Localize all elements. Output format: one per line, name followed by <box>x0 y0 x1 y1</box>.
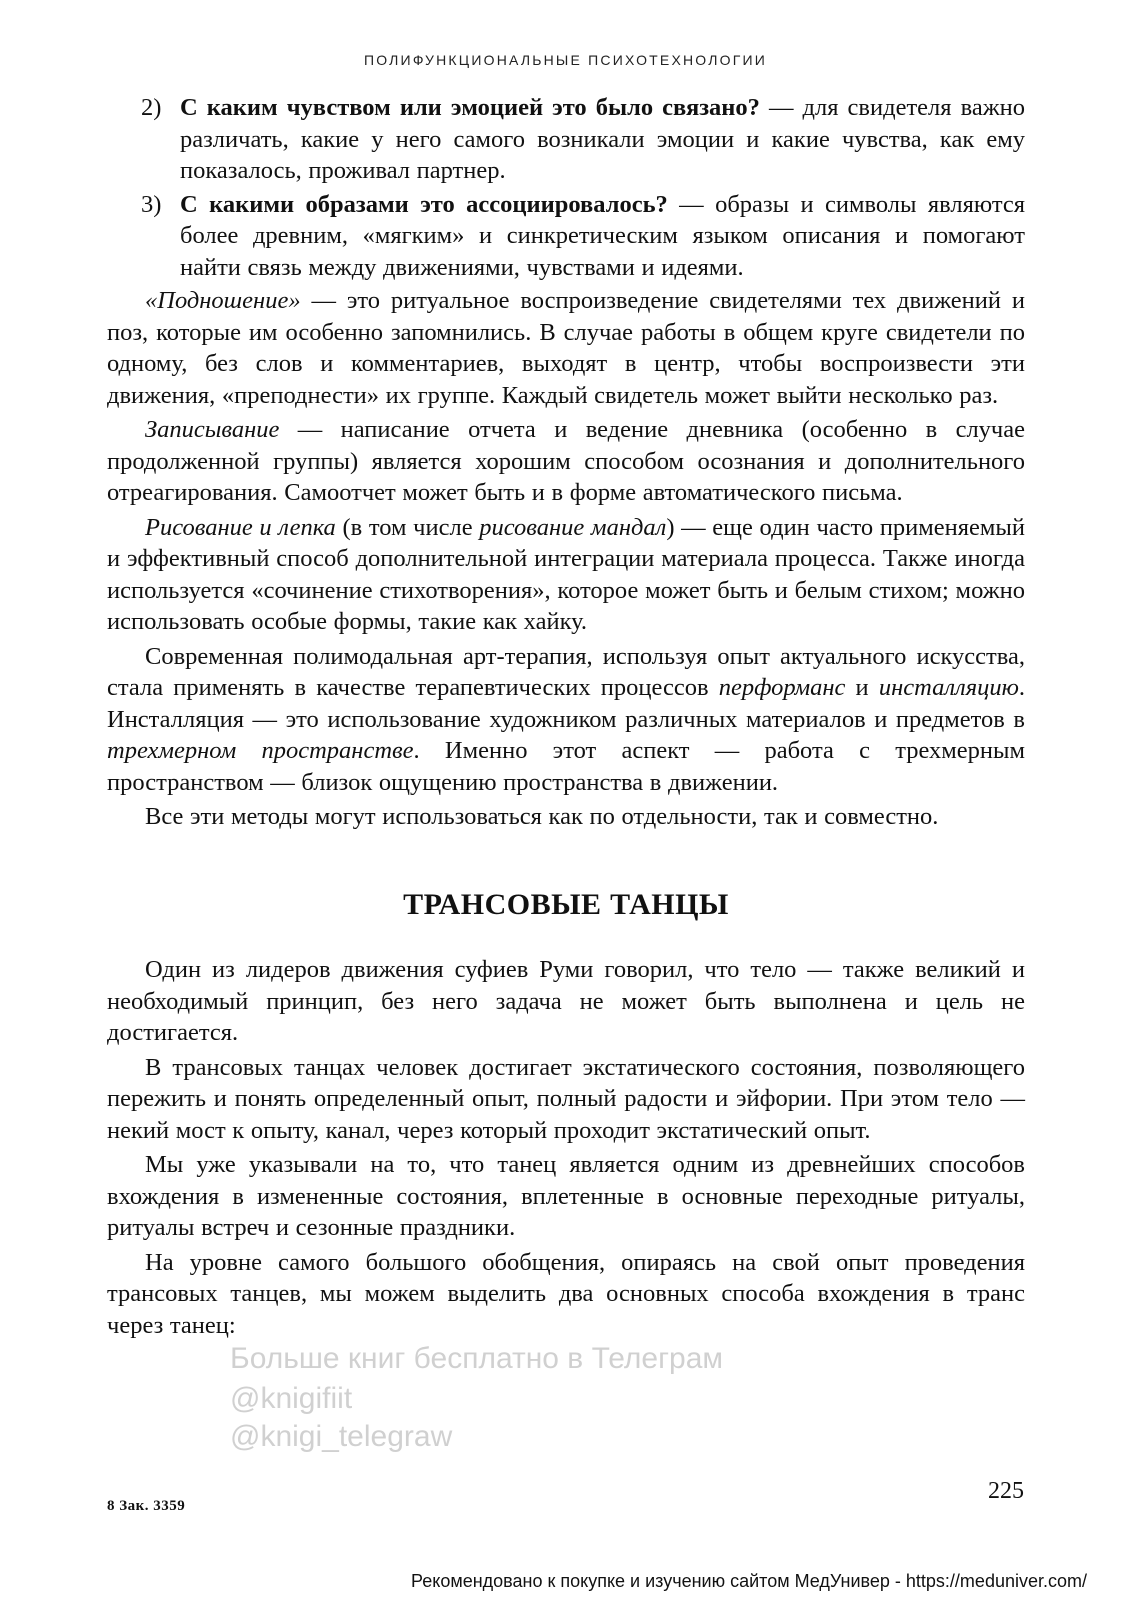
paragraph-text: (в том числе <box>335 513 480 541</box>
watermark-handle: @knigi_telegraw <box>230 1420 453 1453</box>
paragraph-text: . Именно этот аспект — работа с трехмерным пространством — близок ощущению пространства в движении. <box>107 737 1025 796</box>
paragraph-text: ) — еще один часто применяемый и эффективный способ дополнительной интеграции материала процесса. Также иногда используется «сочинение стихотворения», которое может быть и белым стихом; можно использовать особые формы, такие как хайку. <box>107 513 1025 635</box>
term-italic: «Подношение» <box>145 287 301 314</box>
section-title: ТРАНСОВЫЕ ТАНЦЫ <box>403 887 729 921</box>
term-italic: трехмерном пространстве <box>107 737 414 764</box>
paragraph-ecstatic: В трансовых танцах человек достигает экстатического состояния, позволяющего пережить и понять определенный опыт, полный радости и эйфории. При этом тело — некий мост к опыту, канал, через который проходит экстатический опыт. <box>107 1053 1025 1144</box>
paragraph-writing <box>107 414 1025 509</box>
paragraph-generalization: На уровне самого большого обобщения, опираясь на свой опыт проведения трансовых танцев, мы можем выделить два основных способа вхождения в транс через танец: <box>107 1248 1025 1339</box>
paragraph-ancient: Мы уже указывали на то, что танец является одним из древнейших способов вхождения в измененные состояния, вплетенные в основные переходные ритуалы, ритуалы встреч и сезонные праздники. <box>107 1151 1025 1241</box>
paragraph-art-therapy <box>107 641 1025 799</box>
list-question: С какими образами это ассоциировалось? <box>180 190 668 218</box>
paragraph-text: . Инсталляция — это использование художником различных материалов и предметов в <box>107 674 1025 733</box>
paragraph-text: — это ритуальное воспроизведение свидетелями тех движений и поз, которые им особенно запомнились. В случае работы в общем круге свидетели по одному, без слов и комментариев, выходят в центр, чтобы воспроизвести эти движения, «преподнести» их группе. Каждый свидетель может выйти несколько раз. <box>107 287 1025 409</box>
printing-signature: 8 Зак. 3359 <box>107 1498 186 1514</box>
page-number: 225 <box>988 1478 1024 1504</box>
watermark-text: Больше книг бесплатно в Телеграм <box>230 1342 724 1375</box>
term-italic: рисование мандал <box>479 513 667 541</box>
list-text: — образы и символы являются более древним, «мягким» и синкретическим языком описания и помогают найти связь между движениями, чувствами и идеями. <box>180 190 1026 281</box>
list-item <box>107 189 1025 284</box>
paragraph-text: и <box>845 674 879 701</box>
paragraph-offering <box>107 285 1025 411</box>
paragraph-rumi: Один из лидеров движения суфиев Руми говорил, что тело — также великий и необходимый принцип, без него задача не может быть выполнена и цель не достигается. <box>107 956 1025 1046</box>
recommendation-link[interactable]: Рекомендовано к покупке и изучению сайтом МедУнивер - https://meduniver.com/ <box>411 1571 1087 1591</box>
term-italic: перформанс <box>718 674 846 701</box>
list-number: 3) <box>141 190 162 218</box>
list-text: — для свидетеля важно различать, какие у него самого возникали эмоции и какие чувства, как ему показалось, проживал партнер. <box>180 94 1025 184</box>
paragraph-drawing <box>107 512 1025 638</box>
running-head: ПОЛИФУНКЦИОНАЛЬНЫЕ ПСИХОТЕХНОЛОГИИ <box>363 52 768 68</box>
term-italic: Записывание <box>145 416 280 443</box>
list-item <box>107 92 1025 187</box>
term-italic: Рисование и лепка <box>145 513 336 541</box>
paragraph-text: Современная полимодальная арт-терапия, используя опыт актуального искусства, стала применять в качестве терапевтических процессов <box>107 642 1025 701</box>
page-body <box>107 92 1025 1344</box>
list-question: С каким чувством или эмоцией это было связано? <box>180 94 760 121</box>
watermark-handle: @knigifiit <box>230 1382 353 1415</box>
paragraph-text: — написание отчета и ведение дневника (особенно в случае продолженной группы) является хорошим способом осознания и дополнительного отреагирования. Самоотчет может быть и в форме автоматического письма. <box>107 416 1025 506</box>
paragraph-methods: Все эти методы могут использоваться как по отдельности, так и совместно. <box>145 803 939 830</box>
term-italic: инсталляцию <box>878 674 1019 701</box>
list-number: 2) <box>141 94 162 121</box>
